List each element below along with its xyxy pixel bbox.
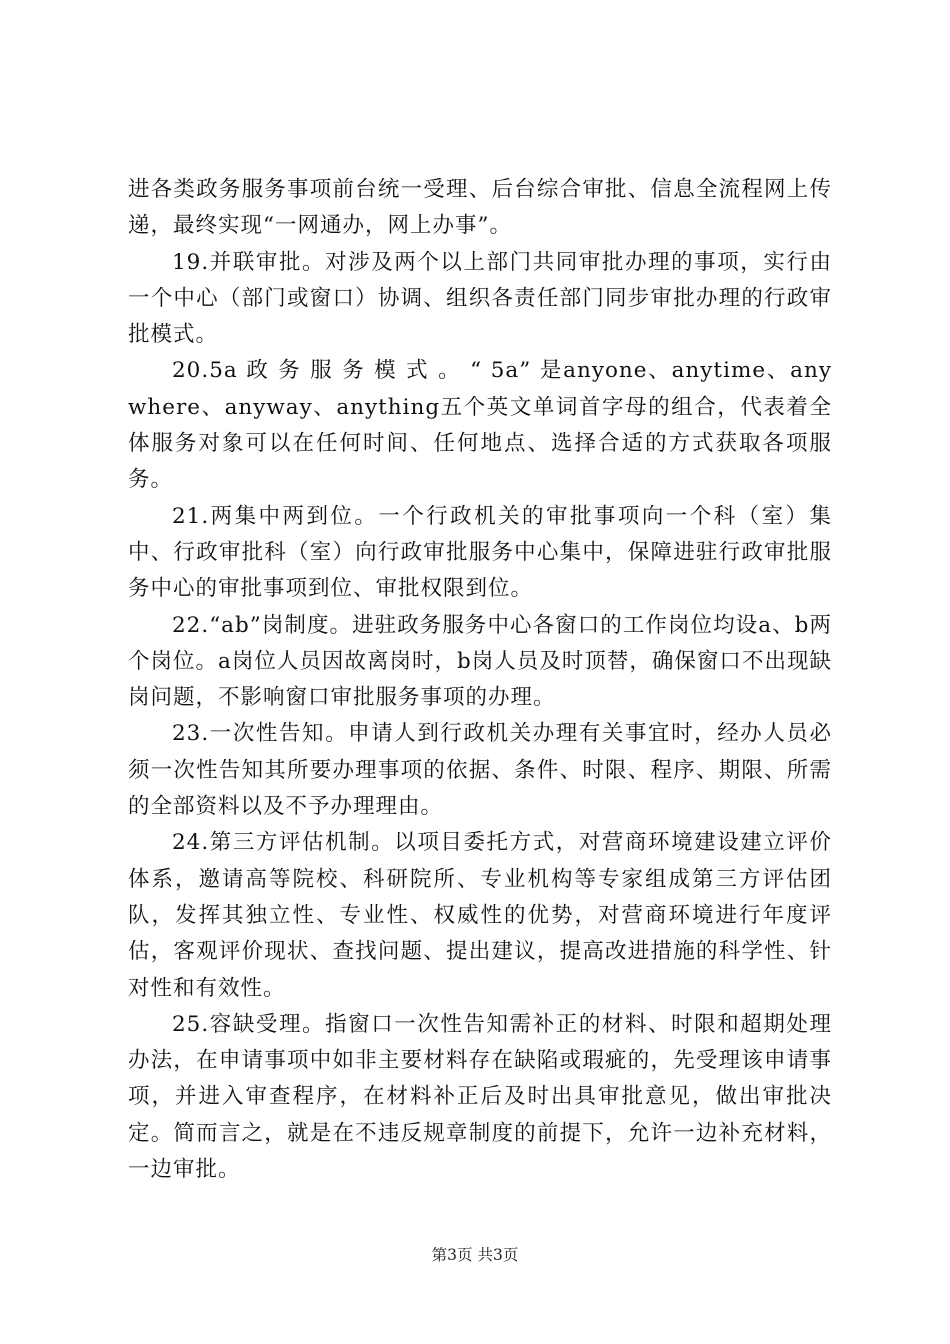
page-number-label: 第3页 共3页 xyxy=(431,1246,519,1264)
paragraph-item-21: 21.两集中两到位。一个行政机关的审批事项向一个科（室）集中、行政审批科（室）向行政审批服务中心集中，保障进驻行政审批服务中心的审批事项到位、审批权限到位。 xyxy=(128,503,832,602)
paragraph-item-23: 23.一次性告知。申请人到行政机关办理有关事宜时，经办人员必须一次性告知其所要办理事项的依据、条件、时限、程序、期限、所需的全部资料以及不予办理理由。 xyxy=(128,721,832,820)
paragraph-item-24: 24.第三方评估机制。以项目委托方式，对营商环境建设建立评价体系，邀请高等院校、科研院所、专业机构等专家组成第三方评估团队，发挥其独立性、专业性、权威性的优势，对营商环境进行年度评估，客观评价现状、查找问题、提出建议，提高改进措施的科学性、针对性和有效性。 xyxy=(128,830,832,1001)
paragraph-item-22: 22.“ab”岗制度。进驻政务服务中心各窗口的工作岗位均设a、b两个岗位。a岗位人员因故离岗时，b岗人员及时顶替，确保窗口不出现缺岗问题，不影响窗口审批服务事项的办理。 xyxy=(128,612,832,711)
paragraph-continuation: 进各类政务服务事项前台统一受理、后台综合审批、信息全流程网上传递，最终实现“一网通办，网上办事”。 xyxy=(128,177,832,239)
page-footer xyxy=(0,1243,950,1265)
paragraph-item-20: 20.5a 政 务 服 务 模 式 。 “ 5a” 是anyone、anytime、anywhere、anyway、anything五个英文单词首字母的组合，代表着全体服务对象可以在任何时间、任何地点、选择合适的方式获取各项服务。 xyxy=(128,358,832,493)
paragraph-item-25: 25.容缺受理。指窗口一次性告知需补正的材料、时限和超期处理办法，在申请事项中如非主要材料存在缺陷或瑕疵的，先受理该申请事项，并进入审查程序，在材料补正后及时出具审批意见，做出审批决定。简而言之，就是在不违反规章制度的前提下，允许一边补充材料，一边审批。 xyxy=(128,1011,832,1183)
document-body xyxy=(128,172,832,1188)
paragraph-item-19: 19.并联审批。对涉及两个以上部门共同审批办理的事项，实行由一个中心（部门或窗口）协调、组织各责任部门同步审批办理的行政审批模式。 xyxy=(128,249,832,348)
